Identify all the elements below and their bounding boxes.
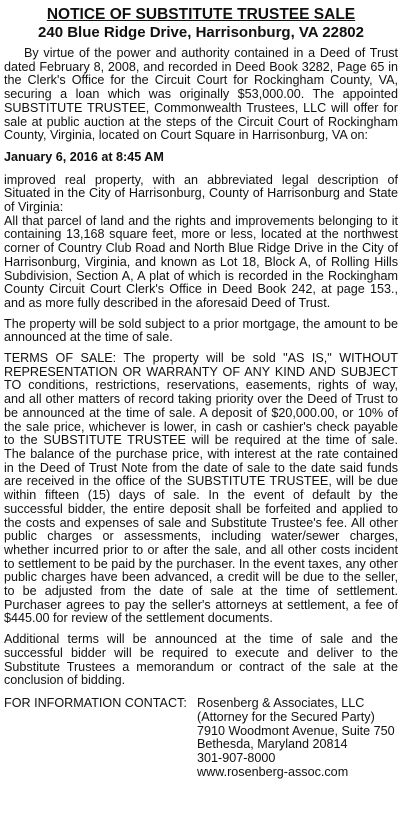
legal-description-paragraph: All that parcel of land and the rights and improvements belonging to it containing 13,168 square feet, more or less, located at the northwest corner of Country Club Road and North Blue Ridge Drive in the City of Harrisonburg, Virginia, and known as Lot 18, Block A, of Rolling Hills Subdivision, Section A, A plat of which is recorded in the Rockingham County Circuit Court Clerk's Office in Deed Book 242, at page 153., and as more fully described in the aforesaid Deed of Trust. <box>4 213 398 310</box>
property-intro-paragraph: improved real property, with an abbreviated legal description of Situated in the City of Harrisonburg, County of Harrisonburg and State of Virginia: <box>4 172 398 215</box>
contact-firm: Rosenberg & Associates, LLC <box>197 695 365 710</box>
notice-title: NOTICE OF SUBSTITUTE TRUSTEE SALE <box>46 6 356 23</box>
sale-date: January 6, 2016 at 8:45 AM <box>4 149 164 164</box>
contact-block <box>4 697 398 780</box>
contact-label: FOR INFORMATION CONTACT: <box>4 695 187 710</box>
contact-street: 7910 Woodmont Avenue, Suite 750 <box>197 723 395 738</box>
additional-terms-paragraph: Additional terms will be announced at the time of sale and the successful bidder will be required to execute and deliver to the Substitute Trustees a memorandum or contract of the sale at the conclusion of bidding. <box>4 632 398 688</box>
contact-phone: 301-907-8000 <box>197 751 276 766</box>
property-address: 240 Blue Ridge Drive, Harrisonburg, VA 22802 <box>38 24 364 41</box>
contact-role: (Attorney for the Secured Party) <box>197 709 375 724</box>
terms-of-sale-paragraph: TERMS OF SALE: The property will be sold "AS IS," WITHOUT REPRESENTATION OR WARRANTY OF ANY KIND AND SUBJECT TO conditions, restrictions, reservations, easements, rights of way, and all other matters of record taking priority over the Deed of Trust to be announced at the time of sale. A deposit of $20,000.00, or 10% of the sale price, whichever is lower, in cash or cashier's check payable to the SUBSTITUTE TRUSTEE will be required at the time of sale. The balance of the purchase price, with interest at the rate contained in the Deed of Trust Note from the date of sale to the date said funds are received in the office of the SUBSTITUTE TRUSTEE, will be due within fifteen (15) days of sale. In the event of default by the successful bidder, the entire deposit shall be forfeited and applied to the costs and expenses of sale and Substitute Trustee's fee. All other public charges or assessments, including water/sewer charges, whether incurred prior to or after the sale, and all other costs incident to settlement to be paid by the purchaser. In the event taxes, any other public charges have been advanced, a credit will be due to the seller, to be adjusted from the date of sale at the time of settlement. Purchaser agrees to pay the seller's attorneys at settlement, a fee of $445.00 for review of the settlement documents. <box>4 351 398 626</box>
contact-website: www.rosenberg-assoc.com <box>197 764 349 779</box>
contact-city: Bethesda, Maryland 20814 <box>197 737 348 752</box>
intro-paragraph: By virtue of the power and authority contained in a Deed of Trust dated February 8, 2008, and recorded in Deed Book 3282, Page 65 in the Clerk's Office for the Circuit Court for Rockingham County, VA, securing a loan which was originally $53,000.00. The appointed SUBSTITUTE TRUSTEE, Commonwealth Trustees, LLC will offer for sale at public auction at the steps of the Circuit Court of Rockingham County, Virginia, located on Court Square in Harrisonburg, VA on: <box>4 46 398 143</box>
prior-mortgage-paragraph: The property will be sold subject to a prior mortgage, the amount to be announced at the time of sale. <box>4 316 398 345</box>
contact-details <box>197 697 395 780</box>
